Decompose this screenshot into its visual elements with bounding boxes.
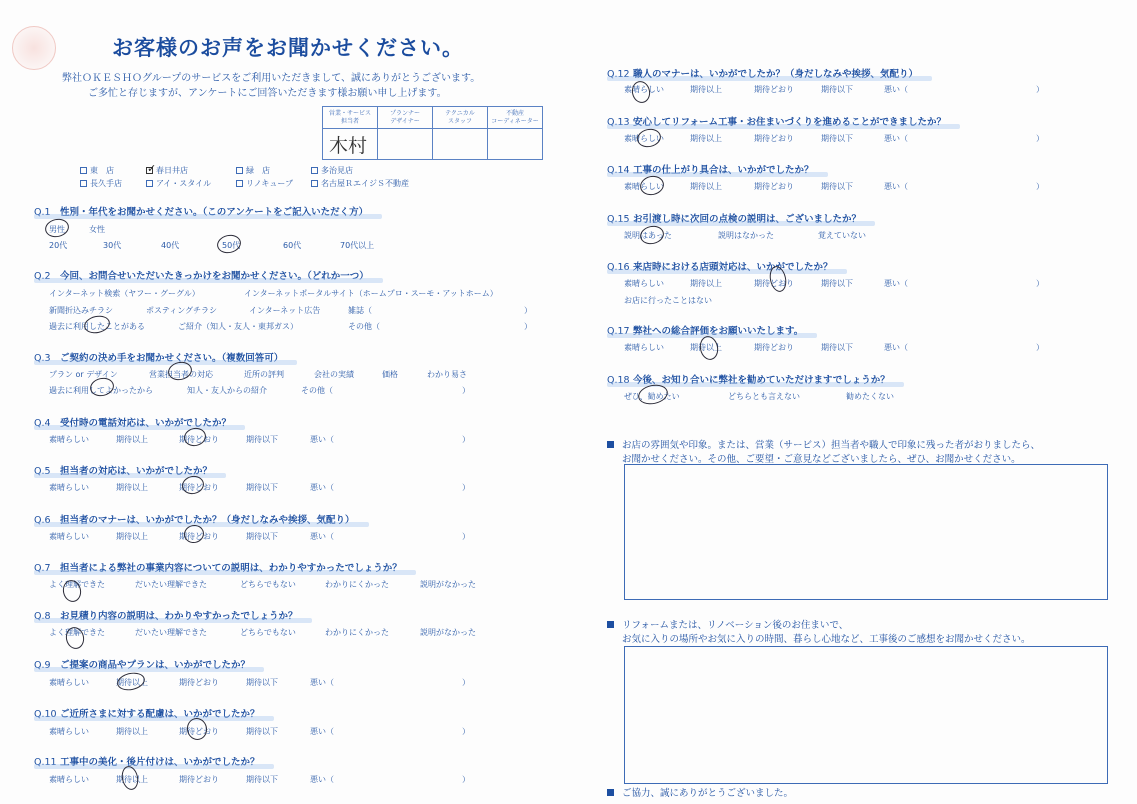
store-checkbox-istyle[interactable]: アイ・スタイル [146, 178, 211, 189]
q11-option-excellent[interactable]: 素晴らしい [49, 775, 89, 784]
q2-option-posting[interactable]: ポスティングチラシ [146, 306, 218, 315]
question-9: Q.9 ご提案の商品やプランは、いかがでしたか？ [34, 657, 250, 671]
checkbox-icon [311, 167, 318, 174]
staff-table [322, 106, 543, 160]
q18-option-no[interactable]: 勧めたくない [846, 392, 894, 401]
q13-option-excellent[interactable]: 素晴らしい [624, 134, 664, 143]
q5-option-as-expected[interactable]: 期待どおり [179, 483, 219, 492]
staff-realestate-name[interactable] [488, 129, 543, 160]
q7-option-neutral[interactable]: どちらでもない [240, 580, 296, 589]
q3-option-price[interactable]: 価格 [382, 370, 398, 379]
question-10: Q.10 ご近所さまに対する配慮は、いかがでしたか？ [34, 706, 260, 720]
q14-paren-close: ） [1036, 182, 1044, 191]
q4-option-excellent[interactable]: 素晴らしい [49, 435, 89, 444]
q2-option-magazine[interactable]: 雑誌（ [348, 306, 372, 315]
q9-option-as-expected[interactable]: 期待どおり [179, 678, 219, 687]
q6-option-bad[interactable]: 悪い（ [310, 532, 334, 541]
staff-header-realestate: 不動産 コーディネーター [488, 107, 543, 129]
q2-option-newspaper[interactable]: 新聞折込みチラシ [49, 306, 113, 315]
impression-prompt-2: お聞かせください。その他、ご要望・ご意見などございましたら、ぜひ、お聞かせください。 [622, 454, 1021, 465]
q5-paren-close: ） [462, 483, 470, 492]
q1-age-60s[interactable]: 60代 [283, 241, 302, 250]
question-18: Q.18 今後、お知り合いに弊社を勧めていただけますでしょうか？ [607, 372, 890, 386]
q2-option-portal[interactable]: インターネットポータルサイト（ホームプロ・スーモ・アットホーム） [244, 289, 498, 298]
thanks-message: ご協力、誠にありがとうございました。 [607, 785, 793, 799]
question-2: Q.2 今回、お問合せいただいたきっかけをお聞かせください。（どれか一つ） [34, 268, 369, 282]
q7-option-well[interactable]: よく理解できた [49, 580, 105, 589]
reform-prompt-2: お気に入りの場所やお気に入りの時間、暮らし心地など、工事後のご感想をお聞かせください。 [622, 634, 1031, 645]
staff-planner-name[interactable] [378, 129, 433, 160]
q11-paren-close: ） [462, 775, 470, 784]
q15-mark [638, 224, 665, 247]
staff-header-planner: プランナー デザイナー [378, 107, 433, 129]
q8-option-mostly[interactable]: だいたい理解できた [135, 628, 207, 637]
q2-option-search[interactable]: インターネット検索（ヤフー・グーグル） [49, 289, 200, 298]
question-5: Q.5 担当者の対応は、いかがでしたか？ [34, 463, 212, 477]
q8-option-well[interactable]: よく理解できた [49, 628, 105, 637]
q3-option-reputation[interactable]: 近所の評判 [244, 370, 284, 379]
q2-option-past-use[interactable]: 過去に利用したことがある [49, 322, 145, 331]
q3-option-track-record[interactable]: 会社の実績 [314, 370, 354, 379]
staff-sales-name[interactable]: 木村 [323, 129, 378, 160]
q2-option-referral[interactable]: ご紹介（知人・友人・東邦ガス） [178, 322, 298, 331]
q3-option-sales-staff[interactable]: 営業担当者の対応 [149, 370, 213, 379]
question-13: Q.13 安心してリフォーム工事・お住まいづくりを進めることができましたか？ [607, 114, 946, 128]
q9-paren-close: ） [462, 678, 470, 687]
q8-option-none[interactable]: 説明がなかった [420, 628, 476, 637]
staff-technical-name[interactable] [433, 129, 488, 160]
q3-option-clarity[interactable]: わかり易さ [427, 370, 467, 379]
q8-option-neutral[interactable]: どちらでもない [240, 628, 296, 637]
store-checkbox-tajimi[interactable]: 多治見店 [311, 165, 353, 176]
q4-paren-close: ） [462, 435, 470, 444]
question-4: Q.4 受付時の電話対応は、いかがでしたか？ [34, 415, 231, 429]
q1-age-30s[interactable]: 30代 [103, 241, 122, 250]
q2-paren-close-2: ） [524, 322, 532, 331]
q15-option-explained[interactable]: 説明はあった [624, 231, 672, 240]
q14-mark [638, 174, 665, 198]
question-7: Q.7 担当者による弊社の事業内容についての説明は、わかりやすかったでしょうか？ [34, 560, 402, 574]
intro-line-2: ご多忙と存じますが、アンケートにご回答いただきます様お願い申し上げます。 [88, 88, 447, 99]
q17-mark [698, 334, 721, 361]
q5-option-above[interactable]: 期待以上 [116, 483, 148, 492]
q6-option-above[interactable]: 期待以上 [116, 532, 148, 541]
q12-option-above[interactable]: 期待以上 [690, 85, 722, 94]
q6-option-as-expected[interactable]: 期待どおり [179, 532, 219, 541]
question-15: Q.15 お引渡し時に次回の点検の説明は、ございましたか？ [607, 211, 861, 225]
q12-option-below[interactable]: 期待以下 [821, 85, 853, 94]
q16-option-below[interactable]: 期待以下 [821, 279, 853, 288]
q11-option-bad[interactable]: 悪い（ [310, 775, 334, 784]
q13-option-bad[interactable]: 悪い（ [884, 134, 908, 143]
q1-option-male[interactable]: 男性 [49, 225, 65, 234]
impression-textarea[interactable] [624, 464, 1108, 600]
seal-stamp [12, 26, 56, 70]
q5-option-bad[interactable]: 悪い（ [310, 483, 334, 492]
square-bullet-icon [607, 789, 614, 796]
q3-paren-close: ） [462, 386, 470, 395]
q14-option-as-expected[interactable]: 期待どおり [754, 182, 794, 191]
checkbox-icon [311, 180, 318, 187]
store-checkbox-realestate[interactable]: 名古屋ＲエイジＳ不動産 [311, 178, 409, 189]
q16-option-bad[interactable]: 悪い（ [884, 279, 908, 288]
q4-option-as-expected[interactable]: 期待どおり [179, 435, 219, 444]
q13-mark [635, 127, 662, 150]
q5-option-below[interactable]: 期待以下 [246, 483, 278, 492]
page-title: お客様のお声をお聞かせください。 [112, 36, 464, 60]
q7-option-mostly[interactable]: だいたい理解できた [135, 580, 207, 589]
q7-option-hard[interactable]: わかりにくかった [325, 580, 389, 589]
q13-option-below[interactable]: 期待以下 [821, 134, 853, 143]
question-8: Q.8 お見積り内容の説明は、わかりやすかったでしょうか？ [34, 608, 298, 622]
q1-age-20s[interactable]: 20代 [49, 241, 68, 250]
q5-option-excellent[interactable]: 素晴らしい [49, 483, 89, 492]
store-checkbox-higashi[interactable]: 東 店 [80, 165, 114, 176]
q2-option-other[interactable]: その他（ [348, 322, 380, 331]
q6-paren-close: ） [462, 532, 470, 541]
store-checkbox-nagakute[interactable]: 長久手店 [80, 178, 122, 189]
q9-option-below[interactable]: 期待以下 [246, 678, 278, 687]
q3-option-other[interactable]: その他（ [301, 386, 333, 395]
q9-option-excellent[interactable]: 素晴らしい [49, 678, 89, 687]
q11-option-above[interactable]: 期待以上 [116, 775, 148, 784]
q2-option-web-ad[interactable]: インターネット広告 [249, 306, 321, 315]
checkbox-checked-icon [146, 167, 153, 174]
q7-option-none[interactable]: 説明がなかった [420, 580, 476, 589]
checkbox-icon [146, 180, 153, 187]
q1-age-40s[interactable]: 40代 [161, 241, 180, 250]
question-17: Q.17 弊社への総合評価をお願いいたします。 [607, 323, 803, 337]
q12-option-excellent[interactable]: 素晴らしい [624, 85, 664, 94]
store-checkbox-kasugai[interactable]: ✓ 春日井店 [146, 165, 188, 176]
q12-option-as-expected[interactable]: 期待どおり [754, 85, 794, 94]
question-3: Q.3 ご契約の決め手をお聞かせください。（複数回答可） [34, 350, 283, 364]
q13-paren-close: ） [1036, 134, 1044, 143]
q10-paren-close: ） [462, 727, 470, 736]
q17-option-below[interactable]: 期待以下 [821, 343, 853, 352]
q13-option-above[interactable]: 期待以上 [690, 134, 722, 143]
q15-option-dont-remember[interactable]: 覚えていない [818, 231, 866, 240]
checkbox-icon [80, 167, 87, 174]
q4-option-above[interactable]: 期待以上 [116, 435, 148, 444]
store-checkbox-midori[interactable]: 緑 店 [236, 165, 270, 176]
q14-option-excellent[interactable]: 素晴らしい [624, 182, 664, 191]
q1-option-female[interactable]: 女性 [89, 225, 105, 234]
store-checkbox-renocube[interactable]: リノキューブ [236, 178, 293, 189]
question-16: Q.16 来店時における店頭対応は、いかがでしたか？ [607, 259, 833, 273]
q10-option-above[interactable]: 期待以上 [116, 727, 148, 736]
q1-age-mark [215, 233, 242, 256]
q16-option-excellent[interactable]: 素晴らしい [624, 279, 664, 288]
q14-option-bad[interactable]: 悪い（ [884, 182, 908, 191]
q1-gender-mark [43, 217, 70, 240]
q18-option-recommend[interactable]: ぜひ、勧めたい [624, 392, 680, 401]
q9-option-bad[interactable]: 悪い（ [310, 678, 334, 687]
q11-option-as-expected[interactable]: 期待どおり [179, 775, 219, 784]
q15-option-not-explained[interactable]: 説明はなかった [718, 231, 774, 240]
square-bullet-icon [607, 441, 614, 448]
q12-option-bad[interactable]: 悪い（ [884, 85, 908, 94]
question-14: Q.14 工事の仕上がり具合は、いかがでしたか？ [607, 162, 814, 176]
q6-option-below[interactable]: 期待以下 [246, 532, 278, 541]
q17-option-bad[interactable]: 悪い（ [884, 343, 908, 352]
q16-option-above[interactable]: 期待以上 [690, 279, 722, 288]
q3-option-past-good[interactable]: 過去に利用してよかったから [49, 386, 153, 395]
staff-header-technical: テクニカル スタッフ [433, 107, 488, 129]
q9-mark [116, 670, 147, 692]
q8-option-hard[interactable]: わかりにくかった [325, 628, 389, 637]
q3-option-plan[interactable]: プラン or デザイン [49, 370, 118, 379]
staff-header-sales: 営業・サービス 担当者 [323, 107, 378, 129]
q14-option-above[interactable]: 期待以上 [690, 182, 722, 191]
intro-line-1: 弊社ＯＫＥＳＨＯグループのサービスをご利用いただきまして、誠にありがとうございます。 [62, 73, 481, 84]
checkbox-icon [236, 180, 243, 187]
q4-option-below[interactable]: 期待以下 [246, 435, 278, 444]
q9-option-above[interactable]: 期待以上 [116, 678, 148, 687]
checkbox-icon [236, 167, 243, 174]
reform-textarea[interactable] [624, 646, 1108, 784]
q13-option-as-expected[interactable]: 期待どおり [754, 134, 794, 143]
q6-option-excellent[interactable]: 素晴らしい [49, 532, 89, 541]
q17-paren-close: ） [1036, 343, 1044, 352]
q10-option-below[interactable]: 期待以下 [246, 727, 278, 736]
question-1: Q.1 性別・年代をお聞かせください。（このアンケートをご記入いただく方） [34, 204, 368, 218]
q2-paren-close: ） [524, 306, 532, 315]
q10-option-excellent[interactable]: 素晴らしい [49, 727, 89, 736]
q11-option-below[interactable]: 期待以下 [246, 775, 278, 784]
q4-option-bad[interactable]: 悪い（ [310, 435, 334, 444]
q1-age-70plus[interactable]: 70代以上 [340, 241, 375, 250]
q17-option-excellent[interactable]: 素晴らしい [624, 343, 664, 352]
q17-option-as-expected[interactable]: 期待どおり [754, 343, 794, 352]
q17-option-above[interactable]: 期待以上 [690, 343, 722, 352]
q14-option-below[interactable]: 期待以下 [821, 182, 853, 191]
q10-option-bad[interactable]: 悪い（ [310, 727, 334, 736]
question-12: Q.12 職人のマナーは、いかがでしたか？（身だしなみや挨拶、気配り） [607, 66, 918, 80]
question-11: Q.11 工事中の美化・後片付けは、いかがでしたか？ [34, 754, 260, 768]
impression-prompt-1: お店の雰囲気や印象。または、営業（サービス）担当者や職人で印象に残った者がおりましたら、 [607, 437, 1040, 451]
question-6: Q.6 担当者のマナーは、いかがでしたか？（身だしなみや挨拶、気配り） [34, 512, 355, 526]
q2-mark [83, 313, 112, 335]
reform-prompt-1: リフォームまたは、リノベーション後のお住まいで、 [607, 617, 848, 631]
q16-option-as-expected[interactable]: 期待どおり [754, 279, 794, 288]
q16-option-never-visited[interactable]: お店に行ったことはない [624, 296, 712, 305]
square-bullet-icon [607, 621, 614, 628]
q12-paren-close: ） [1036, 85, 1044, 94]
q1-age-50s[interactable]: 50代 [222, 241, 241, 250]
q10-option-as-expected[interactable]: 期待どおり [179, 727, 219, 736]
q3-option-friend-referral[interactable]: 知人・友人からの紹介 [187, 386, 267, 395]
q16-paren-close: ） [1036, 279, 1044, 288]
q18-option-neutral[interactable]: どちらとも言えない [728, 392, 800, 401]
checkbox-icon [80, 180, 87, 187]
